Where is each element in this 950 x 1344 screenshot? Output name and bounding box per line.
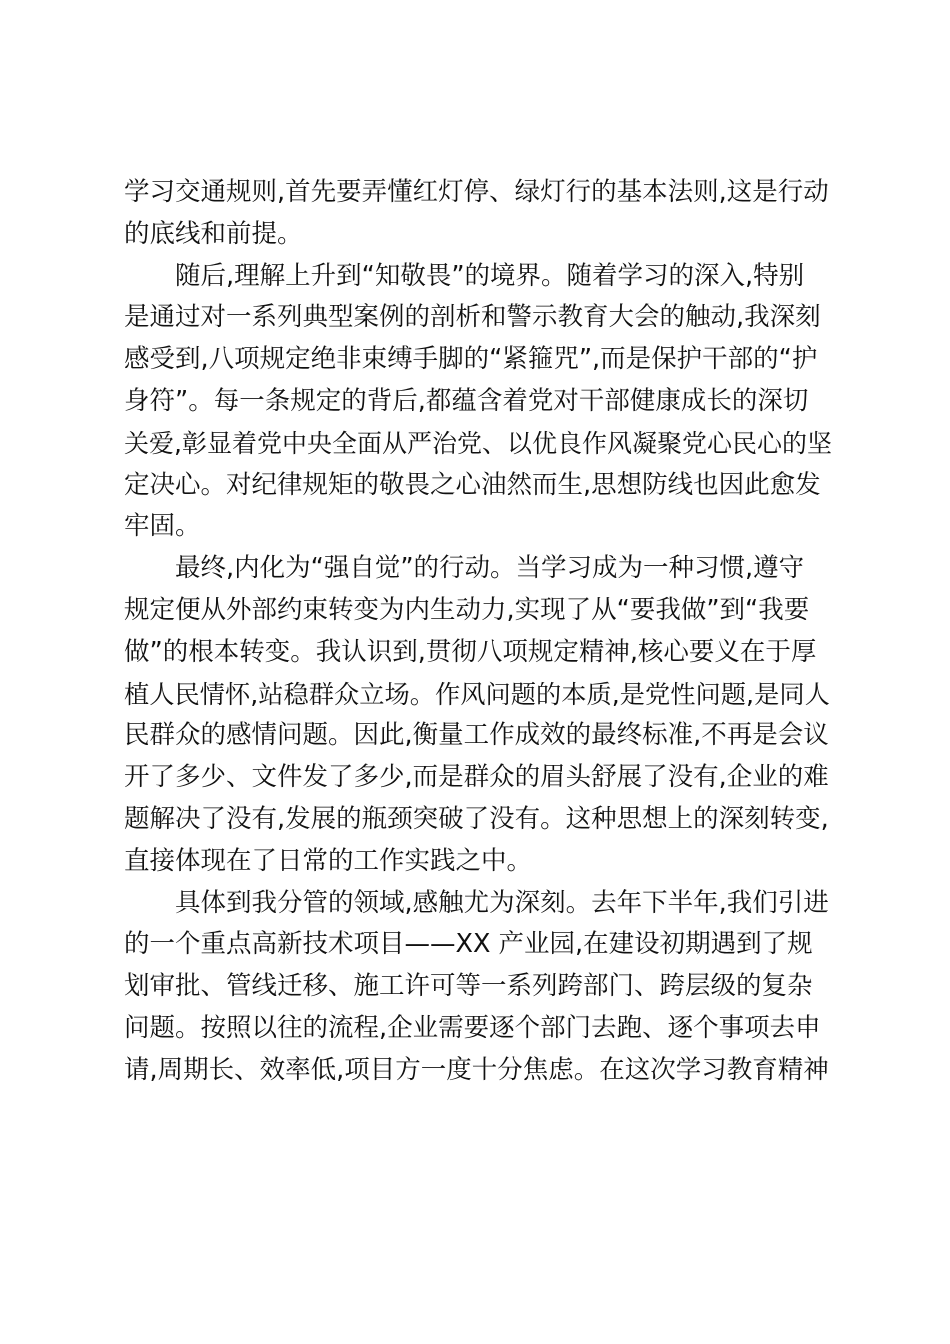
text-line: 做”的根本转变。我认识到,贯彻八项规定精神,核心要义在于厚 <box>124 636 817 667</box>
text-line: 植人民情怀,站稳群众立场。作风问题的本质,是党性问题,是同人 <box>124 679 830 709</box>
text-line: 关爱,彰显着党中央全面从严治党、以优良作风凝聚党心民心的坚 <box>124 428 832 458</box>
text-line: 开了多少、文件发了多少,而是群众的眉头舒展了没有,企业的难 <box>124 762 829 793</box>
paragraph-start-line: 具体到我分管的领域,感触尤为深刻。去年下半年,我们引进 <box>175 887 829 918</box>
text-line: 学习交通规则,首先要弄懂红灯停、绿灯行的基本法则,这是行动 <box>124 177 829 207</box>
text-line: 的底线和前提。 <box>124 218 303 249</box>
text-line: 问题。按照以往的流程,企业需要逐个部门去跑、逐个事项去申 <box>124 1012 821 1043</box>
text-line: 民群众的感情问题。因此,衡量工作成效的最终标准,不再是会议 <box>124 720 829 751</box>
text-line: 身符”。每一条规定的背后,都蕴含着党对干部健康成长的深切 <box>124 385 809 416</box>
text-line: 规定便从外部约束转变为内生动力,实现了从“要我做”到“我要 <box>124 594 810 625</box>
text-line: 感受到,八项规定绝非束缚手脚的“紧箍咒”,而是保护干部的“护 <box>124 344 818 375</box>
text-line: 牢固。 <box>124 511 201 542</box>
body-text <box>124 172 836 1092</box>
text-line: 题解决了没有,发展的瓶颈突破了没有。这种思想上的深刻转变, <box>124 803 829 834</box>
text-line: 的一个重点高新技术项目——XX 产业园,在建设初期遇到了规 <box>124 929 813 960</box>
text-line: 是通过对一系列典型案例的剖析和警示教育大会的触动,我深刻 <box>124 302 821 333</box>
paragraph-start-line: 随后,理解上升到“知敬畏”的境界。随着学习的深入,特别 <box>175 260 805 291</box>
text-line: 定决心。对纪律规矩的敬畏之心油然而生,思想防线也因此愈发 <box>124 469 821 500</box>
text-line: 请,周期长、效率低,项目方一度十分焦虑。在这次学习教育精神 <box>124 1054 829 1085</box>
text-line: 直接体现在了日常的工作实践之中。 <box>124 845 533 876</box>
paragraph-start-line: 最终,内化为“强自觉”的行动。当学习成为一种习惯,遵守 <box>175 553 805 584</box>
text-line: 划审批、管线迁移、施工许可等一系列跨部门、跨层级的复杂 <box>124 971 813 1002</box>
